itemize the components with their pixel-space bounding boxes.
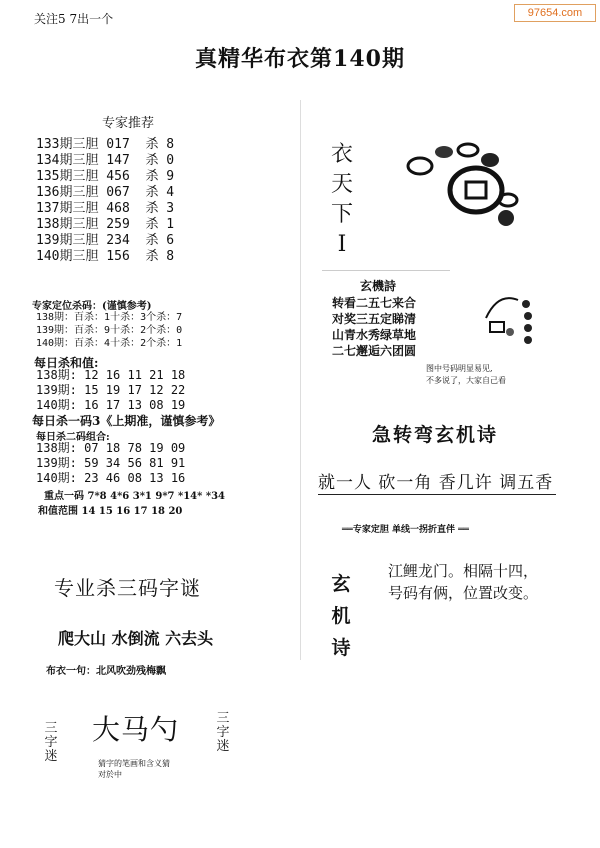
- key-number-line: 重点一码 7*8 4*6 3*1 9*7 *14* *34: [44, 491, 225, 502]
- vertical-char: I: [337, 232, 347, 257]
- list-item: 137期三胆 468 杀 3: [36, 201, 175, 216]
- riddle-words: 爬大山 水倒流 六去头: [58, 629, 214, 648]
- image-caption: [426, 363, 506, 387]
- list-item: 139期: 59 34 56 81 91: [36, 456, 186, 470]
- recommend-title: 专家推荐: [102, 116, 155, 131]
- expert-pick-line: ══专家定胆 单线一拐折直伴 ══: [342, 525, 469, 535]
- kill-two-title: 每日杀二码组合:: [36, 432, 110, 443]
- poem-line: 山青水秀绿草地: [332, 328, 417, 342]
- note-line: 对於中: [98, 770, 122, 779]
- vertical-char: 下: [330, 202, 353, 227]
- list-item: 134期三胆 147 杀 0: [36, 153, 175, 168]
- list-item: 138期: 12 16 11 21 18: [36, 368, 186, 382]
- riddle-label-left: 三字迷: [44, 721, 58, 764]
- list-item: 139期: 15 19 17 12 22: [36, 383, 186, 397]
- recommend-list: [36, 137, 174, 265]
- sum-range-line: 和值范围 14 15 16 17 18 20: [38, 506, 183, 517]
- big-riddle-chars: 大马勺: [92, 713, 180, 746]
- riddle-poem-title: 急转弯玄机诗: [372, 424, 499, 446]
- sum-title: 每日杀和值:: [34, 356, 99, 370]
- list-item: 136期三胆 067 杀 4: [36, 185, 175, 200]
- list-item: 139期三胆 234 杀 6: [36, 233, 175, 248]
- caption-line: 不多说了，大家自己看: [426, 376, 506, 385]
- list-item: 139期：百杀：9十杀：2个杀：0: [36, 325, 183, 336]
- cloth-vertical-chars: [330, 140, 354, 260]
- list-item: 140期三胆 156 杀 8: [36, 249, 175, 264]
- mystic-poem-lines: [388, 560, 538, 604]
- list-item: 133期三胆 017 杀 8: [36, 137, 175, 152]
- column-divider: [300, 100, 301, 660]
- riddle-title: 专业杀三码字谜: [54, 576, 201, 600]
- list-item: 140期：百杀：4十杀：2个杀：1: [36, 338, 183, 349]
- poem-line: 号码有俩，位置改变。: [388, 584, 539, 602]
- follow-note: 关注5 7出一个: [34, 12, 114, 26]
- sum-list: [36, 368, 185, 413]
- riddle-note: [98, 758, 170, 780]
- kill-one-title: 每日杀一码3《上期准，谨慎参考》: [32, 414, 221, 428]
- vertical-char: 机: [331, 605, 351, 627]
- list-item: 140期: 16 17 13 08 19: [36, 398, 186, 412]
- coins-illustration: [398, 138, 528, 238]
- cloth-sentence: 布衣一句：北风吹劲残梅飘: [46, 666, 166, 677]
- riddle-phrase: 就一人 砍一角 香几许 调五香: [318, 473, 554, 493]
- poem-line: 江鲤龙门。相隔十四，: [388, 562, 539, 580]
- list-item: 138期三胆 259 杀 1: [36, 217, 175, 232]
- list-item: 140期: 23 46 08 13 16: [36, 471, 186, 485]
- position-list: [36, 311, 182, 350]
- site-watermark: 97654.com: [514, 4, 596, 22]
- beads-illustration: [478, 290, 540, 356]
- list-item: 138期：百杀：1十杀：3个杀：7: [36, 312, 183, 323]
- note-line: 猜字的笔画和含义猜: [98, 759, 170, 768]
- position-title: 专家定位杀码：(谨慎参考): [32, 301, 152, 312]
- vertical-char: 天: [330, 172, 353, 197]
- vertical-char: 玄: [331, 573, 351, 595]
- page-title: 真精华布衣第140期: [195, 46, 405, 72]
- vertical-char: 衣: [330, 142, 353, 167]
- list-item: 138期: 07 18 78 19 09: [36, 441, 186, 455]
- poem-box-lines: [332, 295, 416, 359]
- caption-line: 图中号码明显易见,: [426, 364, 493, 373]
- vertical-char: 诗: [331, 637, 351, 659]
- poem-line: 二七邂逅六团圆: [332, 344, 417, 358]
- riddle-label-right: 三字迷: [216, 711, 230, 754]
- phrase-underline: [318, 494, 556, 495]
- list-item: 135期三胆 456 杀 9: [36, 169, 175, 184]
- poem-line: 对奖三五定睇清: [332, 312, 417, 326]
- mystic-poem-vertical-title: [330, 568, 352, 664]
- poem-line: 转看二五七来合: [332, 296, 417, 310]
- kill-two-list: [36, 441, 185, 486]
- poem-box-title: 玄機詩: [360, 279, 397, 293]
